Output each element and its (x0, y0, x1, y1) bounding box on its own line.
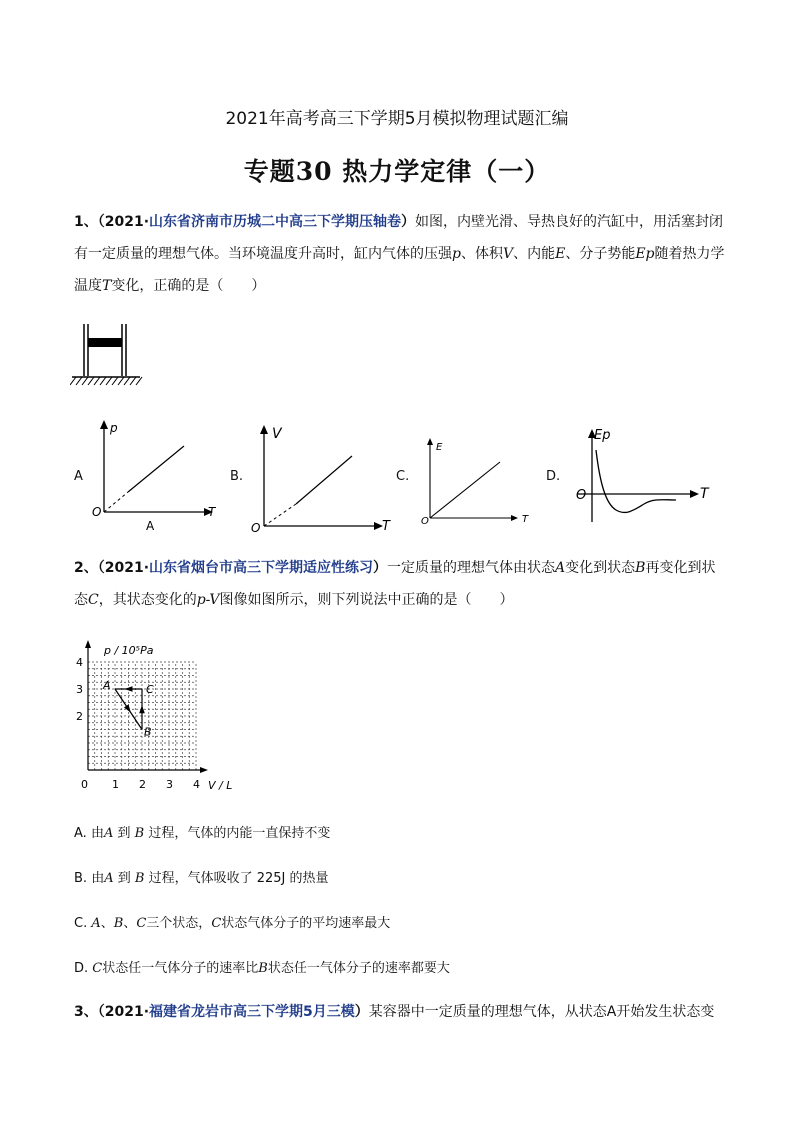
q1-option-d-label: D. (546, 469, 561, 484)
q1-option-a-label: A (74, 469, 83, 484)
question-3-number: 3、 (74, 1004, 98, 1020)
q1-option-c-label: C. (396, 469, 410, 484)
q1a-caption: A (146, 519, 155, 533)
y-tick-label: 2 (76, 710, 83, 723)
q2-option-c: C. A、B、C三个状态，C状态气体分子的平均速率最大 (74, 916, 391, 931)
document-header: 2021年高考高三下学期5月模拟物理试题汇编 (225, 109, 569, 129)
q2-option-d: D. C状态任一气体分子的速率比B状态任一气体分子的速率都要大 (74, 961, 450, 976)
page-title: 专题30 热力学定律（一） (243, 157, 551, 186)
y-tick-label: 4 (76, 656, 83, 669)
q1c-origin-label: O (421, 516, 429, 527)
x-axis-arrow (200, 767, 208, 773)
cylinder-piston-figure (70, 322, 150, 390)
q1d-y-axis-label: Ep (594, 428, 611, 443)
q1-option-b-graph (250, 422, 400, 536)
y-axis-arrow (85, 640, 91, 648)
q2-option-b: B. 由A 到 B 过程，气体吸收了 225J 的热量 (74, 871, 329, 886)
x-tick-label: 2 (139, 778, 146, 791)
point-label-C: C (146, 683, 154, 696)
question-3-source: （2021·福建省龙岩市高三下学期5月三模） (97, 1004, 369, 1020)
q1c-x-axis-label: T (522, 514, 529, 525)
q1-option-a-graph (88, 418, 224, 536)
q1d-origin-label: O (576, 488, 587, 503)
question-2-number: 2、 (74, 560, 98, 576)
q1a-x-axis-label: T (208, 505, 216, 519)
question-1-source: （2021·山东省济南市历城二中高三下学期压轴卷） (97, 214, 416, 230)
question-1-number: 1、 (74, 214, 98, 230)
q1-option-c-graph (418, 436, 536, 528)
pv-x-axis-label: V / L (208, 779, 233, 792)
q1b-origin-label: O (251, 521, 261, 535)
q1a-y-axis-label: p (110, 421, 118, 435)
question-2-text: 一定质量的理想气体由状态A变化到状态B再变化到状态C，其状态变化的p-V图像如图所示，则下列说法中正确的是（ ） (74, 560, 716, 608)
path-arrow-A-B (124, 704, 131, 712)
pv-y-axis-label: p / 10⁵Pa (104, 644, 154, 657)
q1d-x-axis-label: T (700, 486, 709, 502)
q1a-origin-label: O (92, 505, 102, 519)
x-tick-label: 4 (193, 778, 200, 791)
q1-option-d-graph (568, 424, 718, 526)
question-3-text: 某容器中一定质量的理想气体，从状态A开始发生状态变 (368, 1004, 715, 1020)
x-tick-label: 3 (166, 778, 173, 791)
x-tick-label: 1 (112, 778, 119, 791)
question-2 (74, 552, 726, 616)
question-2-source: （2021·山东省烟台市高三下学期适应性练习） (97, 560, 388, 576)
question-1-text: 如图，内壁光滑、导热良好的汽缸中，用活塞封闭有一定质量的理想气体。当环境温度升高时，缸内气体的压强p、体积V、内能E、分子势能Ep随着热力学温度T变化，正确的是（ ） (74, 214, 725, 294)
q2-option-a: A. 由A 到 B 过程，气体的内能一直保持不变 (74, 826, 331, 841)
q1c-y-axis-label: E (436, 442, 443, 453)
q1b-y-axis-label: V (272, 426, 282, 442)
q1b-x-axis-label: T (382, 519, 390, 534)
point-label-B: B (144, 725, 152, 739)
path-arrow-C-A (125, 686, 133, 692)
question-3 (74, 996, 726, 1028)
q1-option-b-label: B. (230, 469, 244, 484)
point-label-A: A (103, 679, 111, 692)
y-tick-label: 3 (76, 683, 83, 696)
question-1 (74, 206, 726, 302)
pv-chart (70, 636, 250, 796)
x-tick-label: 0 (81, 778, 88, 791)
